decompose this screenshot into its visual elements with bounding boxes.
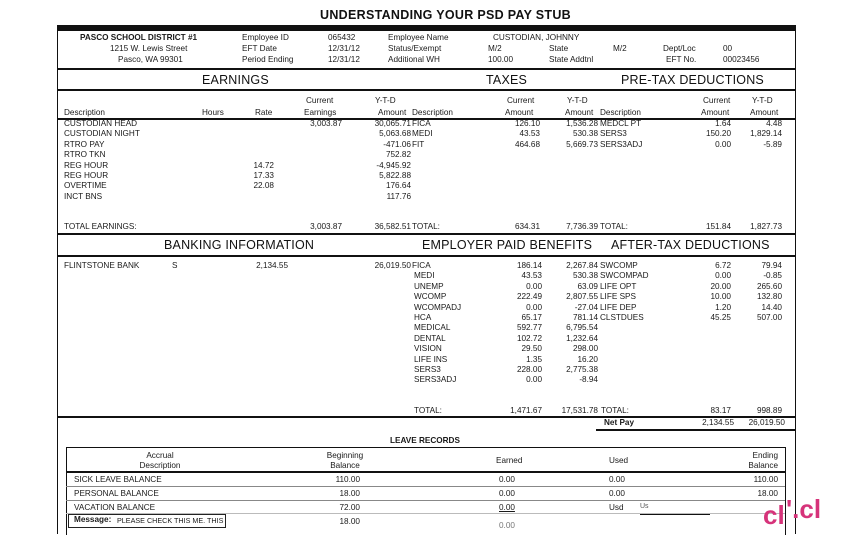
bank-current: 2,134.55 — [256, 261, 288, 270]
status-value: M/2 — [488, 44, 502, 53]
top-bar — [57, 25, 796, 31]
benefit-row-description: WCOMPADJ — [414, 302, 462, 312]
leave-col-used: Used — [609, 456, 629, 465]
employer-address1: 1215 W. Lewis Street — [110, 44, 188, 53]
benefit-row-ytd: 530.38 — [572, 271, 598, 281]
benefit-row-current: 1.35 — [526, 354, 542, 364]
earnings-row-ytd: -4,945.92 — [376, 160, 411, 170]
earnings-row-description: CUSTODIAN HEAD — [64, 119, 138, 128]
leave-col-beginning-top: Beginning — [326, 451, 364, 460]
earnings-row-ytd: 5,063.68 — [379, 129, 411, 139]
benefit-row-description: SERS3 — [414, 364, 441, 374]
pretax-row-ytd: -5.89 — [763, 139, 782, 149]
watermark-logo: cl — [763, 500, 785, 530]
aftertax-section-title: AFTER-TAX DEDUCTIONS — [611, 238, 770, 252]
tax-row-ytd: 5,669.73 — [566, 139, 598, 149]
benefits-total-ytd: 17,531.78 — [561, 406, 598, 415]
benefit-row-description: MEDICAL — [414, 323, 451, 333]
col-tax-current-top: Current — [507, 96, 535, 105]
divider — [57, 89, 796, 91]
earnings-row-ytd: 5,822.88 — [379, 170, 411, 180]
bank-ytd: 26,019.50 — [374, 261, 411, 270]
tax-row-ytd: 530.38 — [572, 129, 598, 139]
benefit-row-ytd: 6,795.54 — [566, 323, 598, 333]
taxes-total-current: 634.31 — [514, 222, 540, 231]
aftertax-row-ytd: -0.85 — [763, 271, 782, 281]
leave-row-earned: 0.00 — [499, 489, 515, 498]
earnings-row-rate: 22.08 — [253, 181, 274, 191]
benefit-row-ytd: 2,807.55 — [566, 292, 598, 302]
pretax-current-column — [695, 119, 731, 150]
total-earnings-ytd: 36,582.51 — [374, 222, 411, 231]
period-ending-label: Period Ending — [242, 55, 294, 64]
benefit-row-current: 0.00 — [526, 302, 542, 312]
message-text: PLEASE CHECK THIS ME. THIS — [117, 516, 224, 525]
aftertax-total-label: TOTAL: — [601, 406, 629, 415]
col-tax-ytd-top: Y-T-D — [567, 96, 588, 105]
taxes-ytd-column — [555, 119, 598, 150]
benefit-row-current: 102.72 — [516, 333, 542, 343]
leave-extra-earned: 0.00 — [499, 521, 515, 530]
earnings-row-description: RTRO PAY — [64, 139, 105, 149]
net-pay-label: Net Pay — [604, 418, 635, 427]
pretax-row-description: SERS3 — [600, 129, 627, 139]
col-tax-ytd-bottom: Amount — [565, 108, 594, 117]
leave-row-ending: 110.00 — [753, 475, 778, 484]
taxes-total-label: TOTAL: — [412, 222, 440, 231]
earnings-row-rate — [240, 192, 274, 202]
period-ending: 12/31/12 — [328, 55, 360, 64]
account-type: S — [172, 261, 178, 270]
employee-name-label: Employee Name — [388, 33, 449, 42]
tax-row-ytd: 1,536.28 — [566, 119, 598, 128]
benefit-row-current: 186.14 — [516, 261, 542, 270]
earnings-row-description: RTRO TKN — [64, 150, 106, 160]
benefit-row-description: LIFE INS — [414, 354, 448, 364]
leave-row-used: 0.00 — [609, 475, 625, 484]
earnings-row-rate — [240, 140, 274, 150]
divider — [66, 486, 785, 487]
earnings-row-description: INCT BNS — [64, 191, 103, 201]
benefit-row-description: WCOMP — [414, 292, 447, 302]
earnings-ytd-column — [360, 119, 411, 202]
taxes-current-column — [500, 119, 540, 150]
pretax-total-label: TOTAL: — [600, 222, 628, 231]
earnings-row-ytd: 30,065.71 — [374, 119, 411, 128]
benefits-current-column — [500, 261, 542, 386]
divider — [66, 500, 785, 501]
aftertax-row-current: 6.72 — [715, 261, 731, 270]
employer-address2: Pasco, WA 99301 — [118, 55, 183, 64]
pretax-row-description: SERS3ADJ — [600, 139, 643, 149]
aftertax-description-column — [600, 261, 670, 323]
earnings-current-column — [300, 119, 342, 202]
state-value: M/2 — [613, 44, 627, 53]
aftertax-row-description: LIFE OPT — [600, 281, 637, 291]
employee-id-label: Employee ID — [242, 33, 289, 42]
earnings-row-description: OVERTIME — [64, 181, 107, 191]
earnings-row-rate — [240, 150, 274, 160]
state-addtnl-label: State Addtnl — [549, 55, 594, 64]
benefit-row-description: FICA — [412, 261, 431, 270]
employee-id: 065432 — [328, 33, 356, 42]
earnings-row-current — [300, 161, 342, 171]
aftertax-ytd-column — [740, 261, 782, 323]
col-rate: Rate — [255, 108, 273, 117]
col-tax-description: Description — [412, 108, 453, 117]
aftertax-row-ytd: 79.94 — [761, 261, 782, 270]
benefit-row-ytd: 1,232.64 — [566, 333, 598, 343]
aftertax-row-ytd: 507.00 — [756, 312, 782, 322]
aftertax-total-ytd: 998.89 — [756, 406, 782, 415]
earnings-row-rate — [240, 119, 274, 129]
benefit-row-description: VISION — [414, 344, 442, 354]
watermark-logo-suffix: '.cl — [786, 494, 822, 524]
leave-row-description: SICK LEAVE BALANCE — [74, 475, 162, 484]
earnings-row-rate: 17.33 — [253, 170, 274, 180]
aftertax-row-ytd: 14.40 — [761, 302, 782, 312]
earnings-row-rate: 14.72 — [253, 160, 274, 170]
leave-row-used: Usd — [609, 503, 624, 512]
earnings-row-current — [300, 129, 342, 139]
pretax-row-ytd: 1,829.14 — [750, 129, 782, 139]
earnings-row-description: REG HOUR — [64, 160, 109, 170]
benefit-row-ytd: 2,267.84 — [566, 261, 598, 270]
benefit-row-ytd: 2,775.38 — [566, 364, 598, 374]
earnings-row-ytd: 176.64 — [385, 181, 411, 191]
col-current-top: Current — [306, 96, 334, 105]
earnings-description-column — [64, 119, 194, 202]
benefit-row-current: 222.49 — [516, 292, 542, 302]
aftertax-row-description: LIFE DEP — [600, 302, 637, 312]
employee-name: CUSTODIAN, JOHNNY — [493, 33, 580, 42]
taxes-description-column — [412, 119, 472, 150]
eft-date-label: EFT Date — [242, 44, 277, 53]
divider — [66, 471, 785, 473]
col-pretax-ytd-bottom: Amount — [750, 108, 779, 117]
benefits-total-current: 1,471.67 — [510, 406, 542, 415]
leave-col-ending-bottom: Balance — [748, 461, 778, 470]
col-description: Description — [64, 108, 105, 117]
benefits-ytd-column — [553, 261, 598, 386]
tax-row-current: 126.10 — [514, 119, 540, 128]
earnings-row-current — [300, 171, 342, 181]
aftertax-row-description: SWCOMP — [600, 261, 638, 270]
tax-row-description: FIT — [412, 139, 425, 149]
dept-label: Dept/Loc — [663, 44, 696, 53]
earnings-row-current — [300, 192, 342, 202]
frame-left — [57, 25, 58, 534]
leave-row-beginning: 110.00 — [335, 475, 360, 484]
leave-row-description: PERSONAL BALANCE — [74, 489, 159, 498]
message-label: Message: — [74, 515, 112, 524]
aftertax-row-ytd: 132.80 — [756, 292, 782, 302]
aftertax-row-current: 45.25 — [710, 312, 731, 322]
leave-row-description: VACATION BALANCE — [74, 503, 156, 512]
pretax-row-current: 0.00 — [715, 139, 731, 149]
taxes-total-ytd: 7,736.39 — [566, 222, 598, 231]
benefit-row-current: 43.53 — [521, 271, 542, 281]
leave-row-beginning: 72.00 — [339, 503, 360, 512]
benefit-row-current: 228.00 — [516, 364, 542, 374]
bank-name: FLINTSTONE BANK — [64, 261, 140, 270]
divider — [57, 233, 796, 235]
earnings-rate-column — [240, 119, 274, 202]
additional-wh: 100.00 — [488, 55, 514, 64]
status-label: Status/Exempt — [388, 44, 442, 53]
used-fragment: Us — [640, 503, 649, 510]
col-pretax-current-top: Current — [703, 96, 731, 105]
leave-row-earned: 0.00 — [499, 475, 515, 484]
aftertax-row-description: CLSTDUES — [600, 312, 644, 322]
leave-col-earned: Earned — [496, 456, 523, 465]
benefit-row-description: UNEMP — [414, 281, 444, 291]
tax-row-description: MEDI — [412, 129, 433, 139]
state-label: State — [549, 44, 569, 53]
col-tax-current-bottom: Amount — [505, 108, 534, 117]
total-earnings-current: 3,003.87 — [310, 222, 342, 231]
additional-wh-label: Additional WH — [388, 55, 440, 64]
benefit-row-current: 0.00 — [526, 281, 542, 291]
employer-name: PASCO SCHOOL DISTRICT #1 — [80, 33, 198, 42]
benefits-description-column — [412, 261, 482, 386]
aftertax-row-current: 10.00 — [710, 292, 731, 302]
pretax-total-ytd: 1,827.73 — [750, 222, 782, 231]
tax-row-current: 464.68 — [514, 139, 540, 149]
pretax-row-current: 150.20 — [705, 129, 731, 139]
dept-value: 00 — [723, 44, 733, 53]
earnings-row-description: CUSTODIAN NIGHT — [64, 129, 140, 139]
aftertax-row-current: 20.00 — [710, 281, 731, 291]
pretax-total-current: 151.84 — [705, 222, 731, 231]
leave-row-ending: 18.00 — [757, 489, 778, 498]
aftertax-row-ytd: 265.60 — [756, 281, 782, 291]
col-hours: Hours — [202, 108, 224, 117]
leave-row-used: 0.00 — [609, 489, 625, 498]
benefit-row-current: 65.17 — [521, 312, 542, 322]
earnings-row-rate — [240, 129, 274, 139]
leave-row-beginning: 18.00 — [339, 489, 360, 498]
divider — [57, 68, 796, 70]
leave-section-title: LEAVE RECORDS — [390, 436, 460, 445]
tax-row-description: FICA — [412, 119, 431, 128]
aftertax-total-current: 83.17 — [710, 406, 731, 415]
leave-col-ending-top: Ending — [752, 451, 778, 460]
col-pretax-ytd-top: Y-T-D — [752, 96, 773, 105]
aftertax-row-current: 0.00 — [715, 271, 731, 281]
eft-no: 00023456 — [723, 55, 760, 64]
leave-col-description-top: Accrual — [146, 451, 174, 460]
benefit-row-description: MEDI — [414, 271, 435, 281]
earnings-row-current — [300, 150, 342, 160]
benefit-row-current: 0.00 — [526, 375, 542, 385]
pretax-section-title: PRE-TAX DEDUCTIONS — [621, 73, 764, 87]
leave-row-earned: 0.00 — [499, 503, 515, 512]
aftertax-current-column — [695, 261, 731, 323]
employer-benefits-section-title: EMPLOYER PAID BENEFITS — [422, 238, 593, 252]
leave-col-beginning-bottom: Balance — [330, 461, 360, 470]
banking-section-title: BANKING INFORMATION — [164, 238, 315, 252]
benefit-row-ytd: 16.20 — [577, 354, 598, 364]
earnings-row-ytd: 752.82 — [385, 150, 411, 160]
net-pay-underline — [596, 429, 796, 431]
benefit-row-ytd: 63.09 — [577, 281, 598, 291]
divider — [57, 255, 796, 257]
benefit-row-current: 29.50 — [521, 344, 542, 354]
leave-extra-beginning: 18.00 — [339, 517, 360, 526]
benefit-row-description: HCA — [414, 312, 432, 322]
pretax-ytd-column — [740, 119, 782, 150]
eft-date: 12/31/12 — [328, 44, 360, 53]
benefit-row-ytd: -8.94 — [579, 375, 598, 385]
earnings-row-current: 3,003.87 — [310, 119, 342, 128]
col-ytd-bottom: Amount — [378, 108, 407, 117]
earnings-row-description: REG HOUR — [64, 170, 109, 180]
benefit-row-description: DENTAL — [414, 333, 446, 343]
col-ytd-top: Y-T-D — [375, 96, 396, 105]
benefit-row-ytd: 781.14 — [572, 312, 598, 322]
eft-no-label: EFT No. — [666, 55, 697, 64]
pretax-row-current: 1.64 — [715, 119, 731, 128]
taxes-section-title: TAXES — [486, 73, 528, 87]
pretax-row-description: MEDCL PT — [600, 119, 642, 128]
leave-col-description-bottom: Description — [139, 461, 181, 470]
col-pretax-description: Description — [600, 108, 641, 117]
earnings-row-current — [300, 181, 342, 191]
pretax-description-column — [600, 119, 670, 150]
scribble-line — [640, 514, 710, 515]
total-earnings-label: TOTAL EARNINGS: — [64, 222, 137, 231]
benefits-total-label: TOTAL: — [414, 406, 442, 415]
aftertax-row-description: LIFE SPS — [600, 292, 636, 302]
earnings-section-title: EARNINGS — [202, 73, 269, 87]
net-pay-ytd: 26,019.50 — [748, 418, 785, 427]
earnings-row-current — [300, 140, 342, 150]
aftertax-row-description: SWCOMPAD — [600, 271, 649, 281]
net-pay-current: 2,134.55 — [702, 418, 734, 427]
earnings-row-ytd: 117.76 — [386, 191, 411, 201]
col-pretax-current-bottom: Amount — [701, 108, 730, 117]
divider — [57, 416, 796, 418]
earnings-row-ytd: -471.06 — [383, 139, 411, 149]
benefit-row-current: 592.77 — [516, 323, 542, 333]
page-title: UNDERSTANDING YOUR PSD PAY STUB — [320, 8, 572, 22]
benefit-row-description: SERS3ADJ — [414, 375, 457, 385]
benefit-row-ytd: -27.04 — [574, 302, 598, 312]
col-current-bottom: Earnings — [304, 108, 337, 117]
aftertax-row-current: 1.20 — [715, 302, 731, 312]
tax-row-current: 43.53 — [519, 129, 540, 139]
pretax-row-ytd: 4.48 — [766, 119, 782, 128]
benefit-row-ytd: 298.00 — [572, 344, 598, 354]
frame-right — [795, 25, 796, 534]
